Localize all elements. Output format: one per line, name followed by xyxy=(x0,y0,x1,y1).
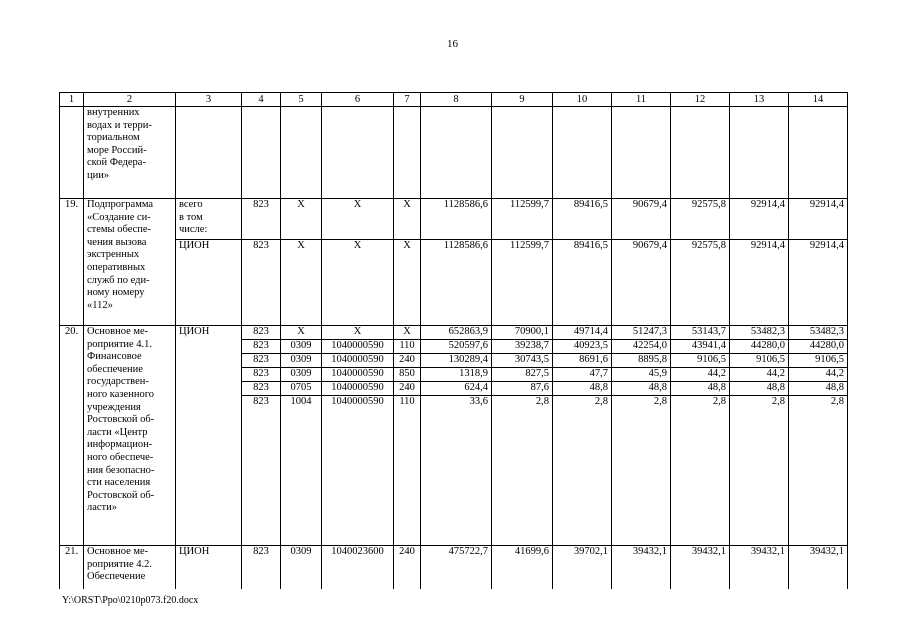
table-cell: 1040000590 xyxy=(322,382,394,396)
footer-file-path: Y:\ORST\Ppo\0210p073.f20.docx xyxy=(62,595,199,606)
table-cell: 90679,4 xyxy=(612,240,671,326)
table-cell: 39432,1 xyxy=(789,546,848,589)
table-cell: 44,2 xyxy=(730,368,789,382)
table-row-20 xyxy=(60,326,848,340)
table-cell: 2,8 xyxy=(492,396,553,546)
table-cell: 44,2 xyxy=(671,368,730,382)
table-cell: 92575,8 xyxy=(671,199,730,240)
header-cell: 8 xyxy=(421,93,492,107)
table-cell: 823 xyxy=(242,340,281,354)
table-cell: 2,8 xyxy=(671,396,730,546)
table-cell: 48,8 xyxy=(553,382,612,396)
table-cell: 42254,0 xyxy=(612,340,671,354)
header-cell: 4 xyxy=(242,93,281,107)
table-cell: 1040000590 xyxy=(322,396,394,546)
table-cell: 823 xyxy=(242,354,281,368)
table-cell: 49714,4 xyxy=(553,326,612,340)
table-cell: 240 xyxy=(394,382,421,396)
header-cell: 10 xyxy=(553,93,612,107)
table-cell: 1004 xyxy=(281,396,322,546)
row-number xyxy=(60,107,84,199)
table-cell: 92914,4 xyxy=(730,199,789,240)
table-cell: Х xyxy=(322,240,394,326)
table-cell: 51247,3 xyxy=(612,326,671,340)
header-cell: 12 xyxy=(671,93,730,107)
item-name: Основное ме- роприятие 4.1. Финансовое обеспечение государствен- ного казенного учреждения Ростовской об- ласти «Центр информацион- ного обеспече- ния безопасно- сти населения Ростовской об- ласти» xyxy=(84,326,176,546)
header-cell: 3 xyxy=(176,93,242,107)
executor-cell: ЦИОН xyxy=(176,240,242,326)
row-number: 20. xyxy=(60,326,84,546)
item-name: внутренних водах и терри- ториальном море Россий- ской Федера- ции» xyxy=(84,107,176,199)
table-cell: 0309 xyxy=(281,354,322,368)
table-cell: 1040000590 xyxy=(322,340,394,354)
table-cell: 8691,6 xyxy=(553,354,612,368)
table-cell: 8895,8 xyxy=(612,354,671,368)
table-row-19-cion xyxy=(60,240,848,326)
header-cell: 11 xyxy=(612,93,671,107)
table-row-19 xyxy=(60,199,848,240)
table-cell: 39238,7 xyxy=(492,340,553,354)
table-cell: 48,8 xyxy=(612,382,671,396)
table-cell: 89416,5 xyxy=(553,240,612,326)
table-cell: 2,8 xyxy=(789,396,848,546)
table-cell: Х xyxy=(394,240,421,326)
table-cell: 0309 xyxy=(281,340,322,354)
table-cell: 112599,7 xyxy=(492,240,553,326)
table-cell: Х xyxy=(281,240,322,326)
row-number: 21. xyxy=(60,546,84,589)
table-cell: Х xyxy=(281,199,322,240)
table-cell: 1040000590 xyxy=(322,354,394,368)
table-cell: 92914,4 xyxy=(789,199,848,240)
table-cell: 44,2 xyxy=(789,368,848,382)
table-cell: 240 xyxy=(394,354,421,368)
table-cell: Х xyxy=(281,326,322,340)
table-row-21 xyxy=(60,546,848,589)
header-cell: 2 xyxy=(84,93,176,107)
table-cell: 39432,1 xyxy=(671,546,730,589)
header-cell: 6 xyxy=(322,93,394,107)
table-cell: 48,8 xyxy=(789,382,848,396)
table-cell: 43941,4 xyxy=(671,340,730,354)
table-cell: 1040000590 xyxy=(322,368,394,382)
table-cell: 624,4 xyxy=(421,382,492,396)
row-number: 19. xyxy=(60,199,84,326)
item-name: Основное ме- роприятие 4.2. Обеспечение xyxy=(84,546,176,589)
table-cell: 850 xyxy=(394,368,421,382)
table-cell: 47,7 xyxy=(553,368,612,382)
table-cell: 92914,4 xyxy=(789,240,848,326)
table-cell: 112599,7 xyxy=(492,199,553,240)
table-cell: Х xyxy=(394,326,421,340)
table-cell: 110 xyxy=(394,396,421,546)
table-cell: 48,8 xyxy=(730,382,789,396)
table-cell: 823 xyxy=(242,546,281,589)
header-cell: 14 xyxy=(789,93,848,107)
table-cell: 1318,9 xyxy=(421,368,492,382)
table-cell: Х xyxy=(322,199,394,240)
table-cell: 2,8 xyxy=(612,396,671,546)
table-cell: 823 xyxy=(242,199,281,240)
table-cell: 2,8 xyxy=(730,396,789,546)
table-cell: 41699,6 xyxy=(492,546,553,589)
table-cell: Х xyxy=(322,326,394,340)
table-cell: 39432,1 xyxy=(612,546,671,589)
table-cell: 33,6 xyxy=(421,396,492,546)
table-cell: 9106,5 xyxy=(789,354,848,368)
header-cell: 7 xyxy=(394,93,421,107)
table-cell: 90679,4 xyxy=(612,199,671,240)
table-cell: 92914,4 xyxy=(730,240,789,326)
table-cell: 44280,0 xyxy=(789,340,848,354)
table-cell: 1128586,6 xyxy=(421,240,492,326)
table-cell: 240 xyxy=(394,546,421,589)
table-cell: 823 xyxy=(242,240,281,326)
table-cell: 1040023600 xyxy=(322,546,394,589)
page-number: 16 xyxy=(447,38,458,50)
table-cell: 87,6 xyxy=(492,382,553,396)
table-cell: 39432,1 xyxy=(730,546,789,589)
table-cell: 89416,5 xyxy=(553,199,612,240)
table-cell: 130289,4 xyxy=(421,354,492,368)
table-cell: 9106,5 xyxy=(671,354,730,368)
table-cell: 53143,7 xyxy=(671,326,730,340)
table-cell: 652863,9 xyxy=(421,326,492,340)
table-cell: 1128586,6 xyxy=(421,199,492,240)
table-cell: 475722,7 xyxy=(421,546,492,589)
table-cell: 40923,5 xyxy=(553,340,612,354)
table-cell: 92575,8 xyxy=(671,240,730,326)
table-cell: 70900,1 xyxy=(492,326,553,340)
table-cell: 0309 xyxy=(281,368,322,382)
header-cell: 1 xyxy=(60,93,84,107)
continuation-row xyxy=(60,107,848,199)
executor-cell: ЦИОН xyxy=(176,326,242,546)
table-cell: 823 xyxy=(242,326,281,340)
table-cell: 53482,3 xyxy=(730,326,789,340)
header-cell: 5 xyxy=(281,93,322,107)
table-cell: 110 xyxy=(394,340,421,354)
table-cell: 9106,5 xyxy=(730,354,789,368)
table-cell: 827,5 xyxy=(492,368,553,382)
table-cell: 520597,6 xyxy=(421,340,492,354)
table-cell: 2,8 xyxy=(553,396,612,546)
table-cell: 0705 xyxy=(281,382,322,396)
header-cell: 13 xyxy=(730,93,789,107)
executor-cell: ЦИОН xyxy=(176,546,242,589)
table-cell: 0309 xyxy=(281,546,322,589)
budget-table xyxy=(59,92,848,589)
header-row xyxy=(60,93,848,107)
table-cell: 823 xyxy=(242,368,281,382)
table-cell: 45,9 xyxy=(612,368,671,382)
table-cell: 30743,5 xyxy=(492,354,553,368)
table-cell: Х xyxy=(394,199,421,240)
item-name: Подпрограмма «Создание си- стемы обеспе- чения вызова экстренных оперативных служб по еди- ному номеру «112» xyxy=(84,199,176,326)
table-cell: 823 xyxy=(242,382,281,396)
header-cell: 9 xyxy=(492,93,553,107)
executor-cell: всего в том числе: xyxy=(176,199,242,240)
table-cell: 53482,3 xyxy=(789,326,848,340)
table-cell: 48,8 xyxy=(671,382,730,396)
table-cell: 39702,1 xyxy=(553,546,612,589)
table-cell: 44280,0 xyxy=(730,340,789,354)
table-cell: 823 xyxy=(242,396,281,546)
